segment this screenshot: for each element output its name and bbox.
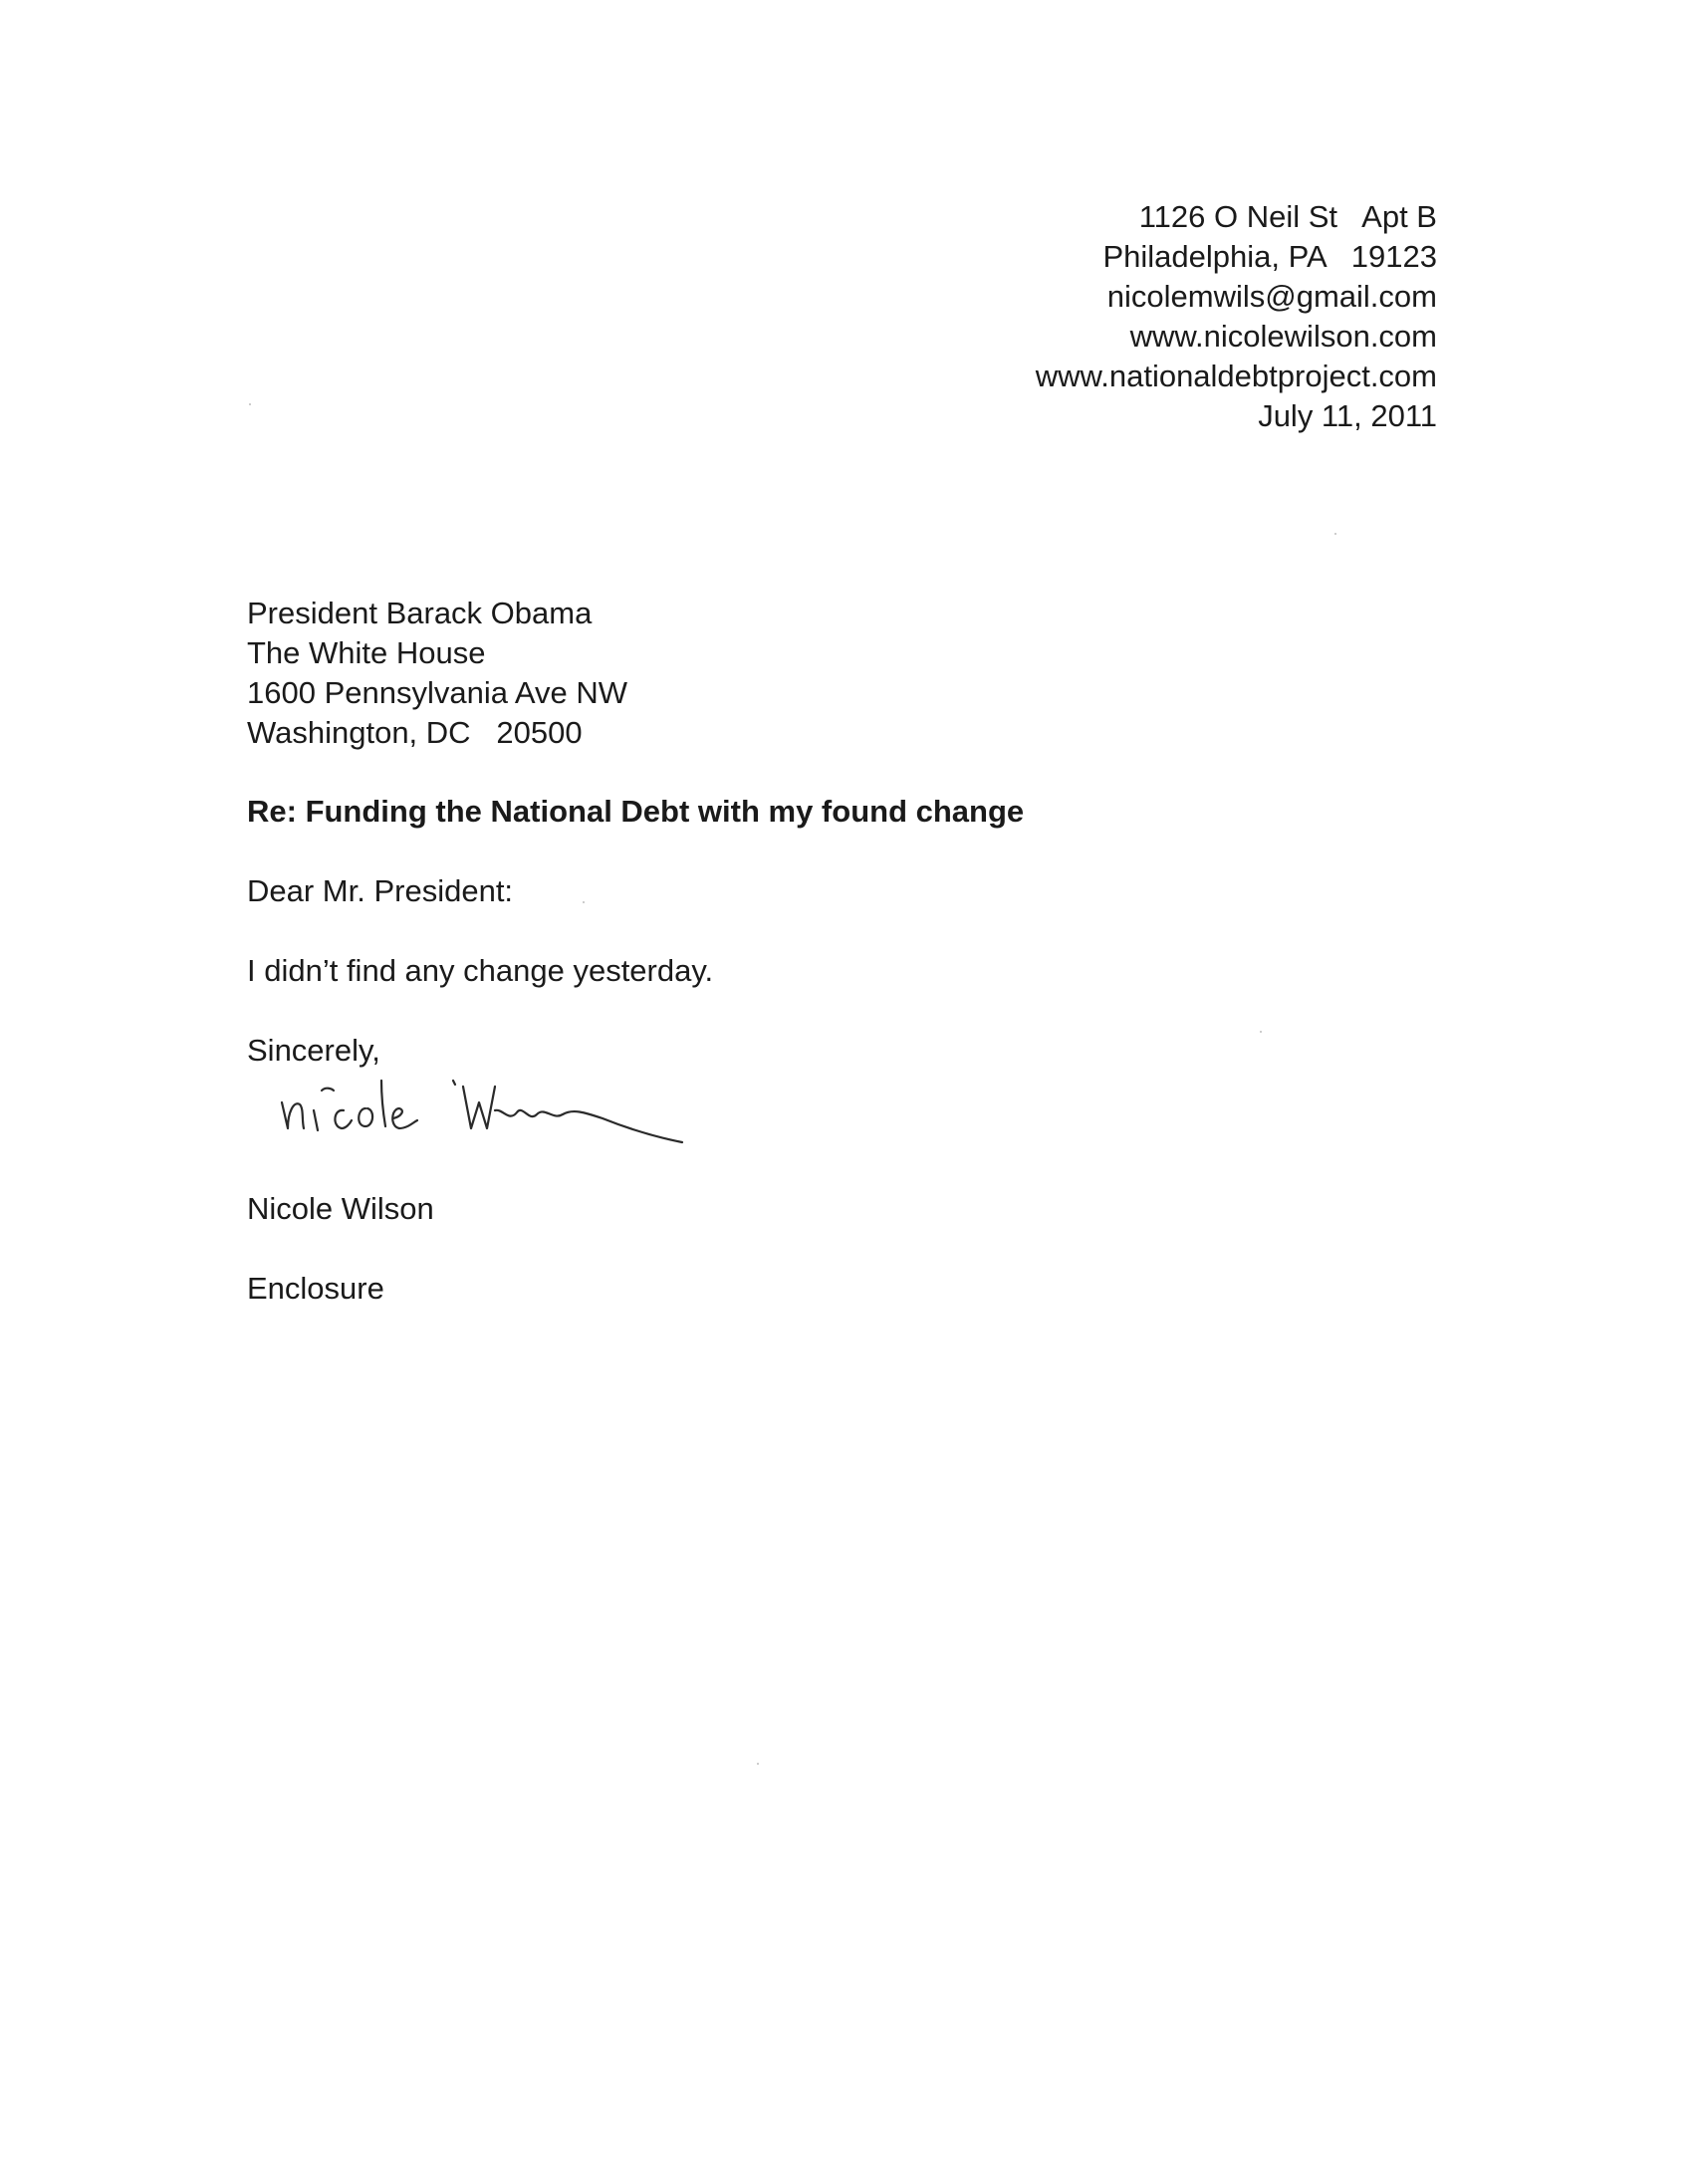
recipient-address-block — [247, 594, 627, 753]
scan-speck — [249, 403, 251, 405]
signer-name: Nicole Wilson — [247, 1191, 434, 1226]
sender-website-personal: www.nicolewilson.com — [1129, 319, 1437, 354]
recipient-organization: The White House — [247, 635, 486, 670]
scan-speck — [1334, 533, 1336, 535]
letter-body: I didn’t find any change yesterday. — [247, 953, 714, 988]
scan-speck — [583, 901, 585, 903]
sender-street: 1126 O Neil St Apt B — [1138, 199, 1437, 234]
sender-city-state-zip: Philadelphia, PA 19123 — [1102, 239, 1437, 274]
handwritten-signature — [274, 1051, 722, 1165]
sender-website-project: www.nationaldebtproject.com — [1035, 359, 1437, 393]
subject-line: Re: Funding the National Debt with my found change — [247, 794, 1025, 829]
letter-date: July 11, 2011 — [1258, 398, 1437, 433]
recipient-city-state-zip: Washington, DC 20500 — [247, 715, 583, 750]
sender-address-block — [1036, 197, 1437, 436]
salutation: Dear Mr. President: — [247, 873, 514, 908]
recipient-name: President Barack Obama — [247, 596, 593, 630]
scan-speck — [757, 1763, 759, 1765]
closing: Sincerely, — [247, 1033, 380, 1068]
sender-email: nicolemwils@gmail.com — [1106, 279, 1437, 314]
enclosure-notation: Enclosure — [247, 1271, 384, 1306]
scan-speck — [1260, 1031, 1262, 1033]
recipient-street: 1600 Pennsylvania Ave NW — [247, 675, 627, 710]
